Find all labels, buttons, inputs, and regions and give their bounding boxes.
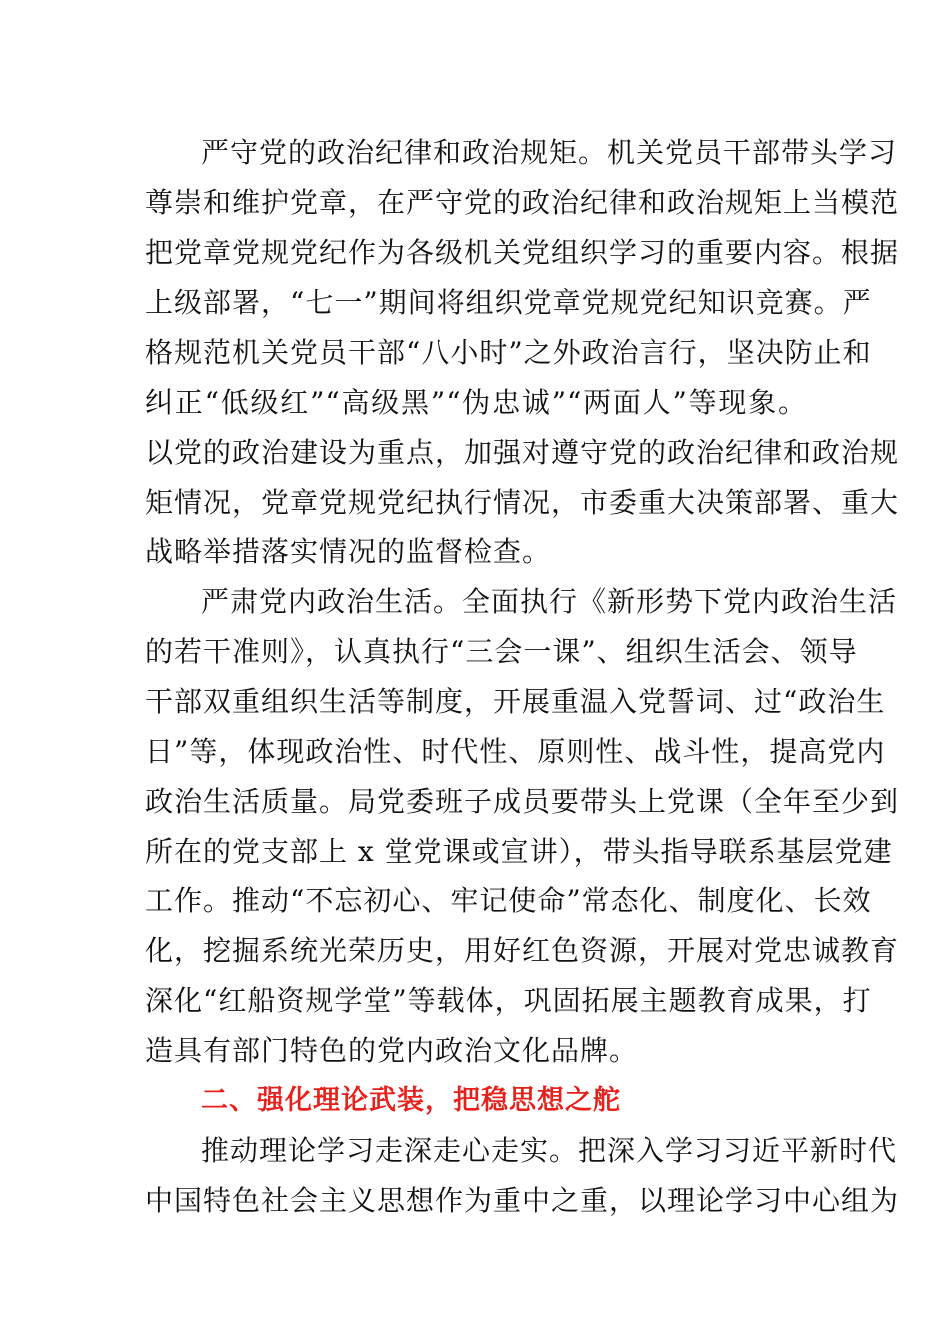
paragraph-line: 政治生活质量。局党委班子成员要带头上党课（全年至少到 bbox=[145, 785, 900, 818]
paragraph-line: 格规范机关党员干部“八小时”之外政治言行，坚决防止和 bbox=[145, 336, 872, 369]
paragraph-line: 深化“红船资规学堂”等载体，巩固拓展主题教育成果，打 bbox=[145, 984, 872, 1017]
paragraph-line: 上级部署，“七一”期间将组织党章党规党纪知识竞赛。严 bbox=[145, 286, 872, 319]
paragraph-line: 中国特色社会主义思想作为重中之重，以理论学习中心组为 bbox=[145, 1184, 900, 1217]
paragraph-line: 化，挖掘系统光荣历史，用好红色资源，开展对党忠诚教育 bbox=[145, 934, 900, 967]
paragraph-line: 纠正“低级红”“高级黑”“伪忠诚”“两面人”等现象。 bbox=[145, 386, 807, 419]
paragraph-line: 干部双重组织生活等制度，开展重温入党誓词、过“政治生 bbox=[145, 685, 886, 718]
paragraph-line: 尊崇和维护党章，在严守党的政治纪律和政治规矩上当模范 bbox=[145, 186, 900, 219]
paragraph-line: 的若干准则》，认真执行“三会一课”、组织生活会、领导 bbox=[145, 635, 858, 668]
paragraph-line: 以党的政治建设为重点，加强对遵守党的政治纪律和政治规 bbox=[145, 436, 900, 469]
paragraph-line: 矩情况，党章党规党纪执行情况，市委重大决策部署、重大 bbox=[145, 486, 900, 519]
section-heading: 二、强化理论武装，把稳思想之舵 bbox=[201, 1085, 621, 1116]
paragraph-line: 严守党的政治纪律和政治规矩。机关党员干部带头学习 bbox=[201, 136, 898, 169]
paragraph-line: 把党章党规党纪作为各级机关党组织学习的重要内容。根据 bbox=[145, 236, 900, 269]
paragraph-line: 造具有部门特色的党内政治文化品牌。 bbox=[145, 1034, 639, 1067]
paragraph-line: 战略举措落实情况的监督检查。 bbox=[145, 535, 552, 568]
paragraph-line: 工作。推动“不忘初心、牢记使命”常态化、制度化、长效 bbox=[145, 884, 872, 917]
paragraph-line: 严肃党内政治生活。全面执行《新形势下党内政治生活 bbox=[201, 585, 898, 618]
paragraph-line: 推动理论学习走深走心走实。把深入学习习近平新时代 bbox=[201, 1134, 898, 1167]
paragraph-line: 日”等，体现政治性、时代性、原则性、战斗性，提高党内 bbox=[145, 735, 886, 768]
paragraph-line: 所在的党支部上 x 堂党课或宣讲），带头指导联系基层党建 bbox=[145, 835, 893, 868]
